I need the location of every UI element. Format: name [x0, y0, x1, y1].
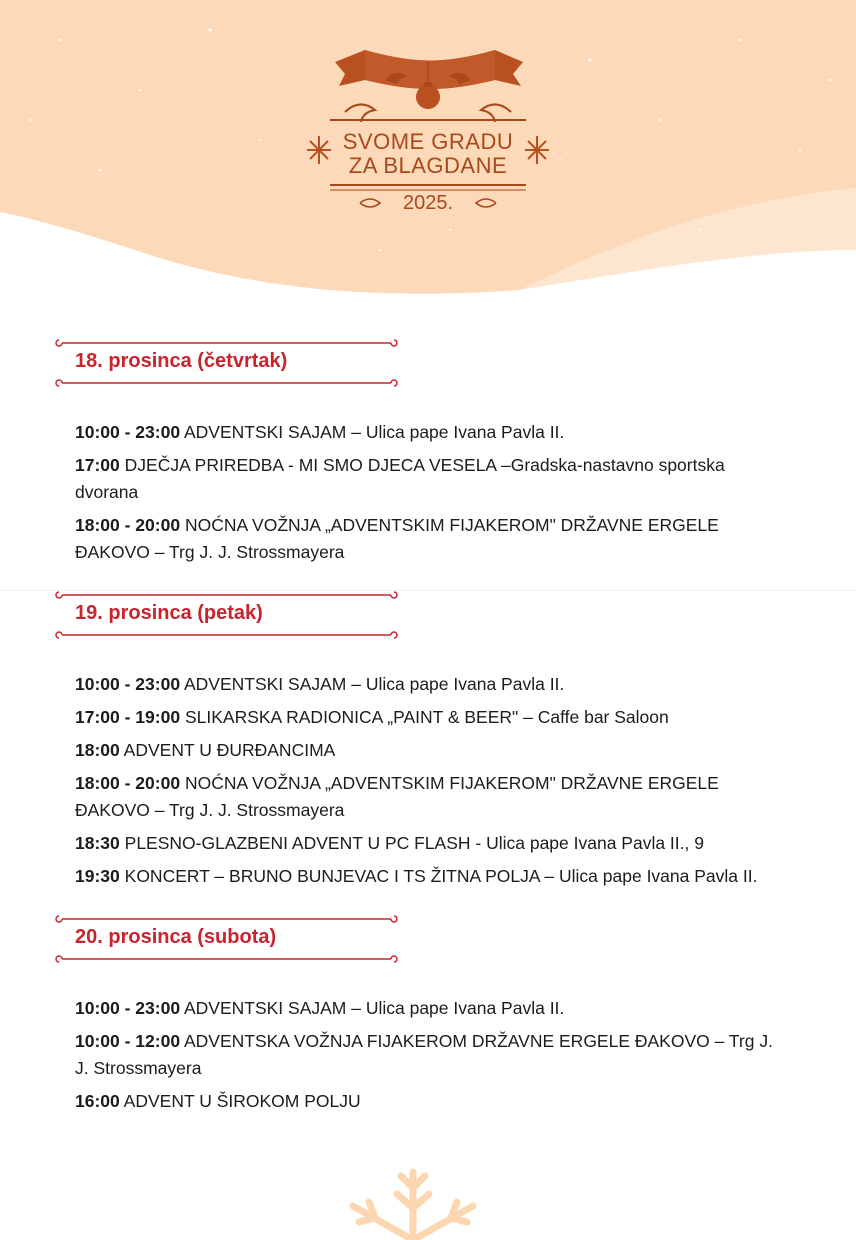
event-item: [75, 512, 775, 566]
event-time: 10:00 - 23:00: [75, 674, 181, 694]
date-frame: [54, 913, 399, 965]
ornament-rule-bottom: [54, 377, 399, 389]
event-time: 18:00 - 20:00: [75, 515, 181, 535]
event-time: 17:00 - 19:00: [75, 707, 181, 727]
date-frame: [54, 589, 399, 641]
event-text: NOĆNA VOŽNJA „ADVENTSKIM FIJAKEROM" DRŽAVNE ERGELE ĐAKOVO – Trg J. J. Strossmayera: [75, 773, 719, 820]
event-time: 17:00: [75, 455, 120, 475]
event-list: [75, 419, 775, 566]
event-text: ADVENTSKI SAJAM – Ulica pape Ivana Pavla II.: [183, 674, 565, 694]
event-time: 18:00 - 20:00: [75, 773, 181, 793]
event-time: 18:30: [75, 833, 120, 853]
event-text: SLIKARSKA RADIONICA „PAINT & BEER" – Caffe bar Saloon: [184, 707, 669, 727]
event-time: 10:00 - 12:00: [75, 1031, 181, 1051]
event-list: [75, 995, 775, 1115]
day-section-20: [54, 913, 794, 1121]
event-list: [75, 671, 775, 890]
event-time: 10:00 - 23:00: [75, 998, 181, 1018]
ornament-rule-bottom: [54, 953, 399, 965]
event-item: [75, 671, 775, 698]
event-text: ADVENT U ĐURĐANCIMA: [123, 740, 336, 760]
event-item: [75, 863, 775, 890]
day-section-19: [54, 589, 794, 896]
event-time: 19:30: [75, 866, 120, 886]
ornament-rule-bottom: [54, 629, 399, 641]
event-text: PLESNO-GLAZBENI ADVENT U PC FLASH - Ulica pape Ivana Pavla II., 9: [124, 833, 704, 853]
date-frame: [54, 337, 399, 389]
snowflake-icon: [345, 1168, 481, 1240]
event-item: [75, 419, 775, 446]
event-text: ADVENTSKA VOŽNJA FIJAKEROM DRŽAVNE ERGELE ĐAKOVO – Trg J. J. Strossmayera: [75, 1031, 773, 1078]
event-item: [75, 1088, 775, 1115]
event-item: [75, 1028, 775, 1082]
event-text: NOĆNA VOŽNJA „ADVENTSKIM FIJAKEROM" DRŽAVNE ERGELE ĐAKOVO – Trg J. J. Strossmayera: [75, 515, 719, 562]
event-item: [75, 830, 775, 857]
event-item: [75, 770, 775, 824]
event-text: DJEČJA PRIREDBA - MI SMO DJECA VESELA –Gradska-nastavno sportska dvorana: [75, 455, 725, 502]
event-time: 18:00: [75, 740, 120, 760]
event-item: [75, 452, 775, 506]
event-logo: [305, 42, 551, 220]
logo-year: 2025.: [402, 192, 454, 214]
event-text: ADVENTSKI SAJAM – Ulica pape Ivana Pavla II.: [183, 998, 565, 1018]
event-item: [75, 995, 775, 1022]
date-title: 18. prosinca (četvrtak): [75, 350, 288, 372]
logo-title-line2: ZA BLAGDANE: [348, 153, 508, 178]
event-time: 10:00 - 23:00: [75, 422, 181, 442]
event-text: ADVENTSKI SAJAM – Ulica pape Ivana Pavla II.: [183, 422, 565, 442]
date-title: 19. prosinca (petak): [75, 602, 263, 624]
event-item: [75, 737, 775, 764]
event-text: ADVENT U ŠIROKOM POLJU: [123, 1091, 361, 1111]
event-time: 16:00: [75, 1091, 120, 1111]
logo-title-line1: SVOME GRADU: [342, 129, 514, 154]
event-text: KONCERT – BRUNO BUNJEVAC I TS ŽITNA POLJA – Ulica pape Ivana Pavla II.: [124, 866, 758, 886]
day-section-18: [54, 337, 794, 572]
date-title: 20. prosinca (subota): [75, 926, 277, 948]
event-item: [75, 704, 775, 731]
